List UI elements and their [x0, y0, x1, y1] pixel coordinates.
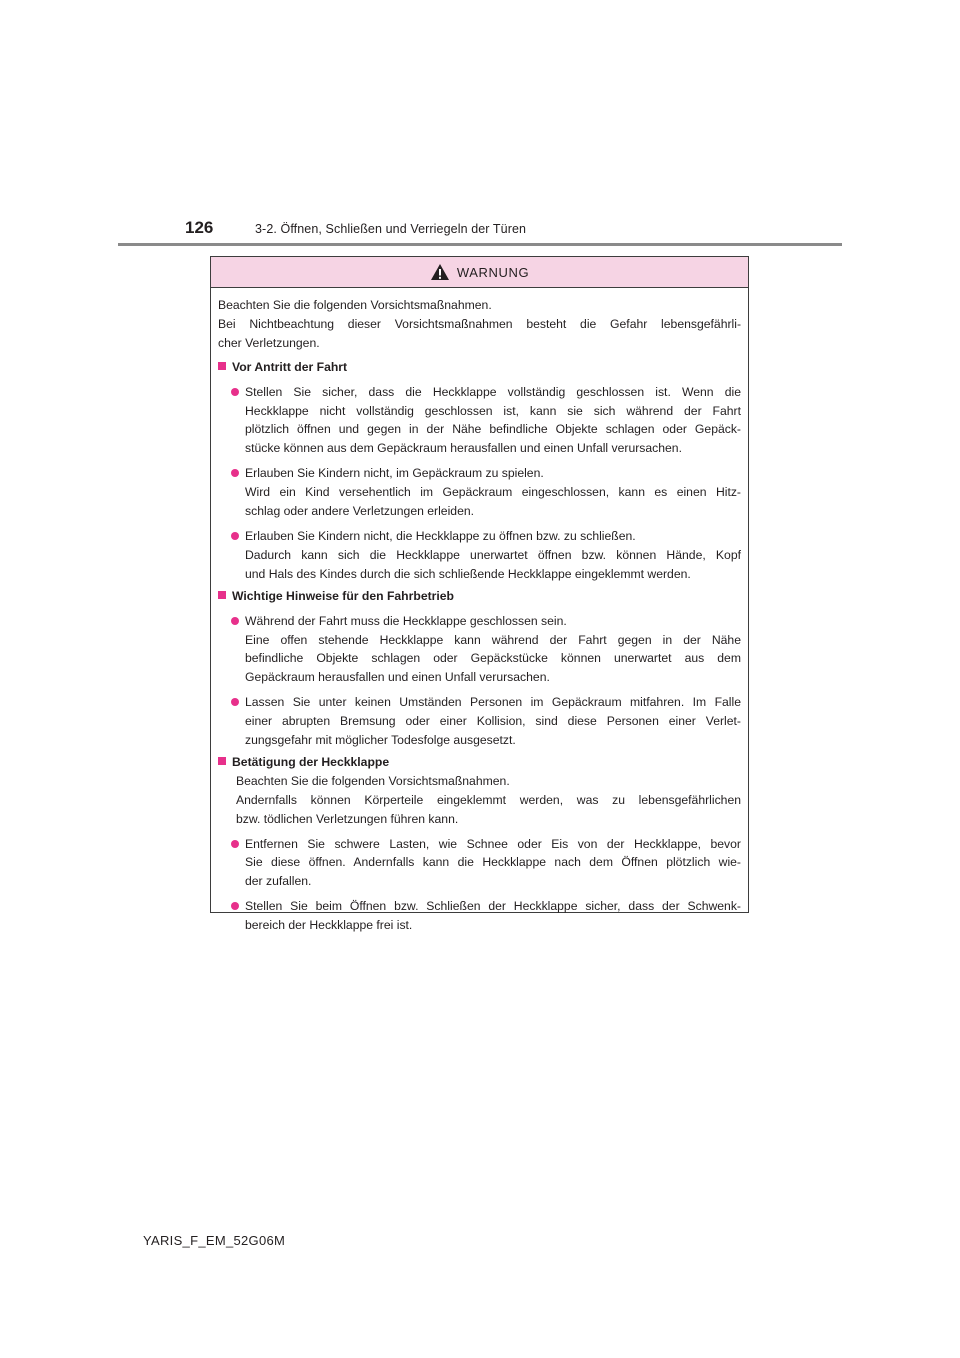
text-line: cher Verletzungen. [218, 335, 320, 350]
list-item [218, 464, 741, 521]
text-line: der zufallen. [245, 874, 312, 889]
text-line: befindliche Objekte schlagen oder Gepäckstücke können unerwartet aus dem [245, 651, 741, 666]
round-bullet-icon [231, 840, 239, 848]
text-line: Während der Fahrt muss die Heckklappe geschlossen sein. [245, 613, 567, 628]
list-item [218, 527, 741, 584]
text-line: Gepäckraum herausfallen und einen Unfall verursachen. [245, 670, 550, 685]
list-item [218, 897, 741, 935]
warning-title: WARNUNG [456, 264, 530, 280]
text-line: zungsgefahr mit möglicher Todesfolge ausgesetzt. [245, 733, 516, 748]
warning-intro [218, 296, 741, 353]
section-title: 3-2. Öffnen, Schließen und Verriegeln der Türen [255, 222, 527, 236]
text-line: Stellen Sie sicher, dass die Heckklappe vollständig geschlossen ist. Wenn die [245, 384, 741, 399]
list-item [218, 612, 741, 688]
text-line: Lassen Sie unter keinen Umständen Personen im Gepäckraum mitfahren. Im Falle [245, 695, 741, 710]
text-line: bereich der Heckklappe frei ist. [245, 918, 413, 933]
warning-box [210, 256, 749, 933]
square-bullet-icon [218, 362, 226, 370]
section-heading-text: Wichtige Hinweise für den Fahrbetrieb [232, 588, 455, 603]
text-line: Erlauben Sie Kindern nicht, die Heckklappe zu öffnen bzw. zu schließen. [245, 528, 636, 543]
text-line: Stellen Sie beim Öffnen bzw. Schließen der Heckklappe sicher, dass der Schwenk- [245, 899, 741, 914]
text-line: Entfernen Sie schwere Lasten, wie Schnee oder Eis von der Heckklappe, bevor [245, 836, 741, 851]
list-item [218, 383, 741, 459]
text-line: Beachten Sie die folgenden Vorsichtsmaßnahmen. [236, 773, 510, 788]
round-bullet-icon [231, 469, 239, 477]
text-line: Eine offen stehende Heckklappe kann während der Fahrt gegen in der Nähe [245, 632, 741, 647]
section-heading-text: Betätigung der Heckklappe [232, 754, 390, 769]
text-line: und Hals des Kindes durch die sich schließende Heckklappe eingeklemmt werden. [245, 566, 691, 581]
text-line: Heckklappe nicht vollständig geschlossen ist, kann sie sich während der Fahrt [245, 403, 741, 418]
round-bullet-icon [231, 698, 239, 706]
text-line: Andernfalls können Körperteile eingeklemmt werden, was zu lebensgefährlichen [236, 792, 741, 807]
warning-header [211, 257, 748, 288]
section-heading-text: Vor Antritt der Fahrt [232, 359, 348, 374]
section-heading [218, 358, 741, 377]
warning-triangle-icon [430, 263, 450, 281]
round-bullet-icon [231, 532, 239, 540]
text-line: Wird ein Kind versehentlich im Gepäckraum eingeschlossen, kann es einen Hitz- [245, 485, 741, 500]
text-line: plötzlich öffnen und gegen in der Nähe befindliche Objekte schlagen oder Gepäck- [245, 422, 741, 437]
section-heading [218, 753, 741, 772]
text-line: Erlauben Sie Kindern nicht, im Gepäckraum zu spielen. [245, 466, 544, 481]
text-line: Sie diese öffnen. Andernfalls kann die Heckklappe nach dem Öffnen plötzlich wie- [245, 855, 741, 870]
text-line: bzw. tödlichen Verletzungen führen kann. [236, 811, 459, 826]
list-item [218, 835, 741, 892]
list-item [218, 693, 741, 750]
round-bullet-icon [231, 617, 239, 625]
text-line: schlag oder andere Verletzungen erleiden. [245, 504, 475, 519]
square-bullet-icon [218, 757, 226, 765]
square-bullet-icon [218, 591, 226, 599]
text-line: einer abrupten Bremsung oder einer Kollision, sind diese Personen einer Verlet- [245, 714, 741, 729]
header-divider [118, 243, 842, 246]
document-code: YARIS_F_EM_52G06M [143, 1233, 286, 1248]
text-line: Dadurch kann sich die Heckklappe unerwartet öffnen bzw. können Hände, Kopf [245, 547, 741, 562]
section-heading [218, 587, 741, 606]
text-line: Bei Nichtbeachtung dieser Vorsichtsmaßnahmen besteht die Gefahr lebensgefährli- [218, 316, 741, 331]
page-header [185, 218, 526, 238]
text-line: stücke können aus dem Gepäckraum herausfallen und einen Unfall verursachen. [245, 441, 682, 456]
section-text [218, 772, 741, 829]
round-bullet-icon [231, 388, 239, 396]
text-line: Beachten Sie die folgenden Vorsichtsmaßnahmen. [218, 298, 492, 312]
warning-body [211, 288, 748, 935]
page-number: 126 [185, 218, 214, 237]
round-bullet-icon [231, 902, 239, 910]
